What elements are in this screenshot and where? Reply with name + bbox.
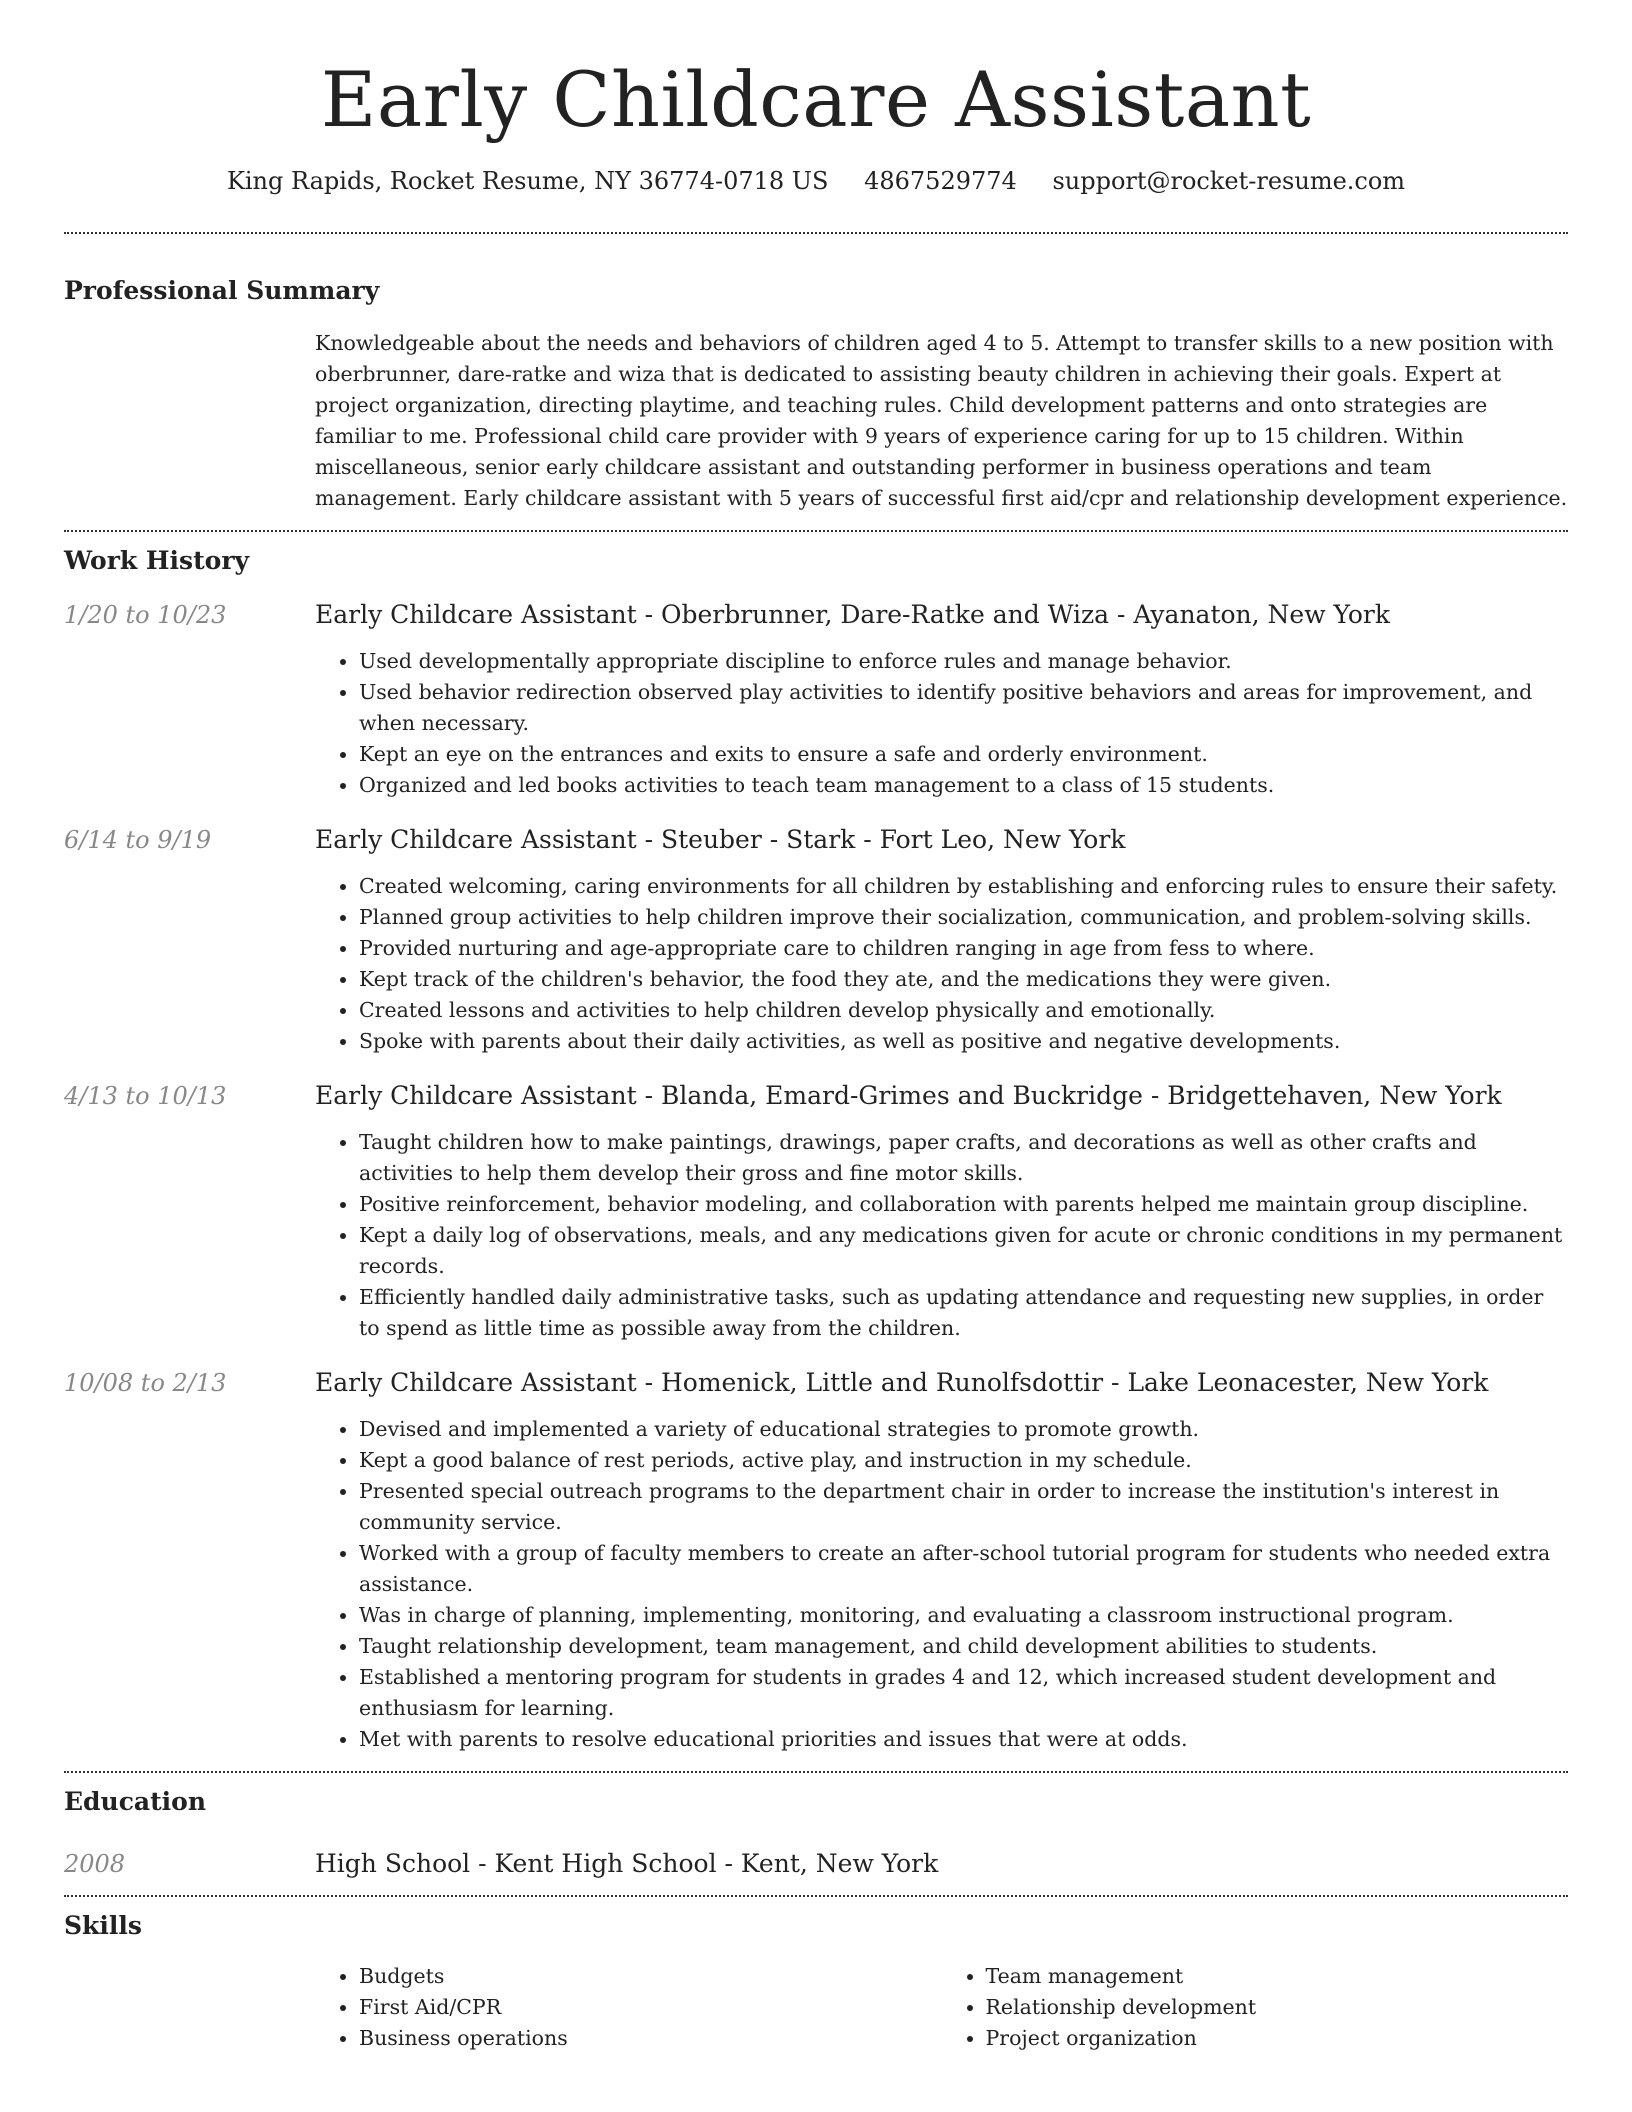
job-bullet: • Kept track of the children's behavior, the food they ate, and the medications they were given. <box>359 964 1568 995</box>
job-bullets <box>315 646 1568 801</box>
contact-phone: 4867529774 <box>864 167 1017 195</box>
education-title: Education <box>64 1787 207 1816</box>
job-bullets <box>315 1414 1568 1755</box>
education-title-line: High School - Kent High School - Kent, New York <box>315 1849 939 1878</box>
skills-grid <box>315 1961 1568 2054</box>
job-bullet: • Taught children how to make paintings, drawings, paper crafts, and decorations as well as other crafts and activities to help them develop their gross and fine motor skills. <box>359 1127 1568 1189</box>
summary-text: Knowledgeable about the needs and behaviors of children aged 4 to 5. Attempt to transfer skills to a new position with oberbrunner, dare-ratke and wiza that is dedicated to assisting beauty children in achieving their goals. Expert at project organization, directing playtime, and teaching rules. Child development patterns and onto strategies are familiar to me. Professional child care provider with 9 years of experience caring for up to 15 children. Within miscellaneous, senior early childcare assistant and outstanding performer in business operations and team management. Early childcare assistant with 5 years of successful first aid/cpr and relationship development experience. <box>315 331 1568 510</box>
skill-item: • Budgets <box>359 1961 942 1992</box>
education-section <box>64 1773 1568 1881</box>
contact-email: support@rocket-resume.com <box>1052 167 1406 195</box>
job-entry <box>64 1366 1568 1755</box>
resume-name: Early Childcare Assistant <box>320 55 1312 144</box>
skill-item: • Relationship development <box>986 1992 1569 2023</box>
skills-title: Skills <box>64 1911 142 1940</box>
job-bullet: • Worked with a group of faculty members to create an after-school tutorial program for students who needed extra assistance. <box>359 1538 1568 1600</box>
job-title: Early Childcare Assistant - Steuber - Stark - Fort Leo, New York <box>315 825 1126 854</box>
job-bullet: • Positive reinforcement, behavior modeling, and collaboration with parents helped me maintain group discipline. <box>359 1189 1568 1220</box>
job-bullet: • Taught relationship development, team management, and child development abilities to students. <box>359 1631 1568 1662</box>
contact-address: King Rapids, Rocket Resume, NY 36774-0718 US <box>226 167 829 195</box>
job-bullets <box>315 871 1568 1057</box>
education-entry <box>64 1847 1568 1881</box>
job-entry <box>64 823 1568 1057</box>
skills-section <box>64 1897 1568 2054</box>
job-title: Early Childcare Assistant - Blanda, Emard-Grimes and Buckridge - Bridgettehaven, New York <box>315 1081 1502 1110</box>
job-bullet: • Kept a good balance of rest periods, active play, and instruction in my schedule. <box>359 1445 1568 1476</box>
job-entry <box>64 1079 1568 1344</box>
resume-page <box>64 0 1568 2054</box>
job-bullet: • Provided nurturing and age-appropriate care to children ranging in age from fess to where. <box>359 933 1568 964</box>
job-dates: 10/08 to 2/13 <box>64 1369 227 1397</box>
job-dates: 4/13 to 10/13 <box>64 1082 227 1110</box>
job-title: Early Childcare Assistant - Oberbrunner, Dare-Ratke and Wiza - Ayanaton, New York <box>315 600 1391 629</box>
job-bullet: • Devised and implemented a variety of educational strategies to promote growth. <box>359 1414 1568 1445</box>
job-dates: 6/14 to 9/19 <box>64 826 212 854</box>
job-entry <box>64 598 1568 801</box>
work-title: Work History <box>64 546 250 575</box>
job-dates: 1/20 to 10/23 <box>64 601 227 629</box>
job-bullet: • Kept a daily log of observations, meals, and any medications given for acute or chronic conditions in my permanent records. <box>359 1220 1568 1282</box>
skills-column-left <box>315 1961 942 2054</box>
job-bullet: • Used developmentally appropriate discipline to enforce rules and manage behavior. <box>359 646 1568 677</box>
contact-line <box>64 164 1568 198</box>
job-bullet: • Used behavior redirection observed play activities to identify positive behaviors and areas for improvement, and when necessary. <box>359 677 1568 739</box>
job-bullets <box>315 1127 1568 1344</box>
job-title: Early Childcare Assistant - Homenick, Little and Runolfsdottir - Lake Leonacester, New York <box>315 1368 1489 1397</box>
skill-item: • Team management <box>986 1961 1569 1992</box>
work-section <box>64 532 1568 1755</box>
job-bullet: • Created welcoming, caring environments for all children by establishing and enforcing rules to ensure their safety. <box>359 871 1568 902</box>
summary-section <box>64 234 1568 530</box>
job-bullet: • Spoke with parents about their daily activities, as well as positive and negative developments. <box>359 1026 1568 1057</box>
education-dates: 2008 <box>64 1850 126 1878</box>
job-bullet: • Was in charge of planning, implementing, monitoring, and evaluating a classroom instructional program. <box>359 1600 1568 1631</box>
job-bullet: • Established a mentoring program for students in grades 4 and 12, which increased student development and enthusiasm for learning. <box>359 1662 1568 1724</box>
job-bullet: • Organized and led books activities to teach team management to a class of 15 students. <box>359 770 1568 801</box>
job-bullet: • Efficiently handled daily administrative tasks, such as updating attendance and requesting new supplies, in order to spend as little time as possible away from the children. <box>359 1282 1568 1344</box>
skills-column-right <box>942 1961 1569 2054</box>
job-bullet: • Kept an eye on the entrances and exits to ensure a safe and orderly environment. <box>359 739 1568 770</box>
skill-item: • Business operations <box>359 2023 942 2054</box>
job-bullet: • Presented special outreach programs to the department chair in order to increase the institution's interest in community service. <box>359 1476 1568 1538</box>
job-bullet: • Met with parents to resolve educational priorities and issues that were at odds. <box>359 1724 1568 1755</box>
skill-item: • Project organization <box>986 2023 1569 2054</box>
job-bullet: • Planned group activities to help children improve their socialization, communication, and problem-solving skills. <box>359 902 1568 933</box>
skill-item: • First Aid/CPR <box>359 1992 942 2023</box>
job-bullet: • Created lessons and activities to help children develop physically and emotionally. <box>359 995 1568 1026</box>
summary-title: Professional Summary <box>64 276 380 305</box>
